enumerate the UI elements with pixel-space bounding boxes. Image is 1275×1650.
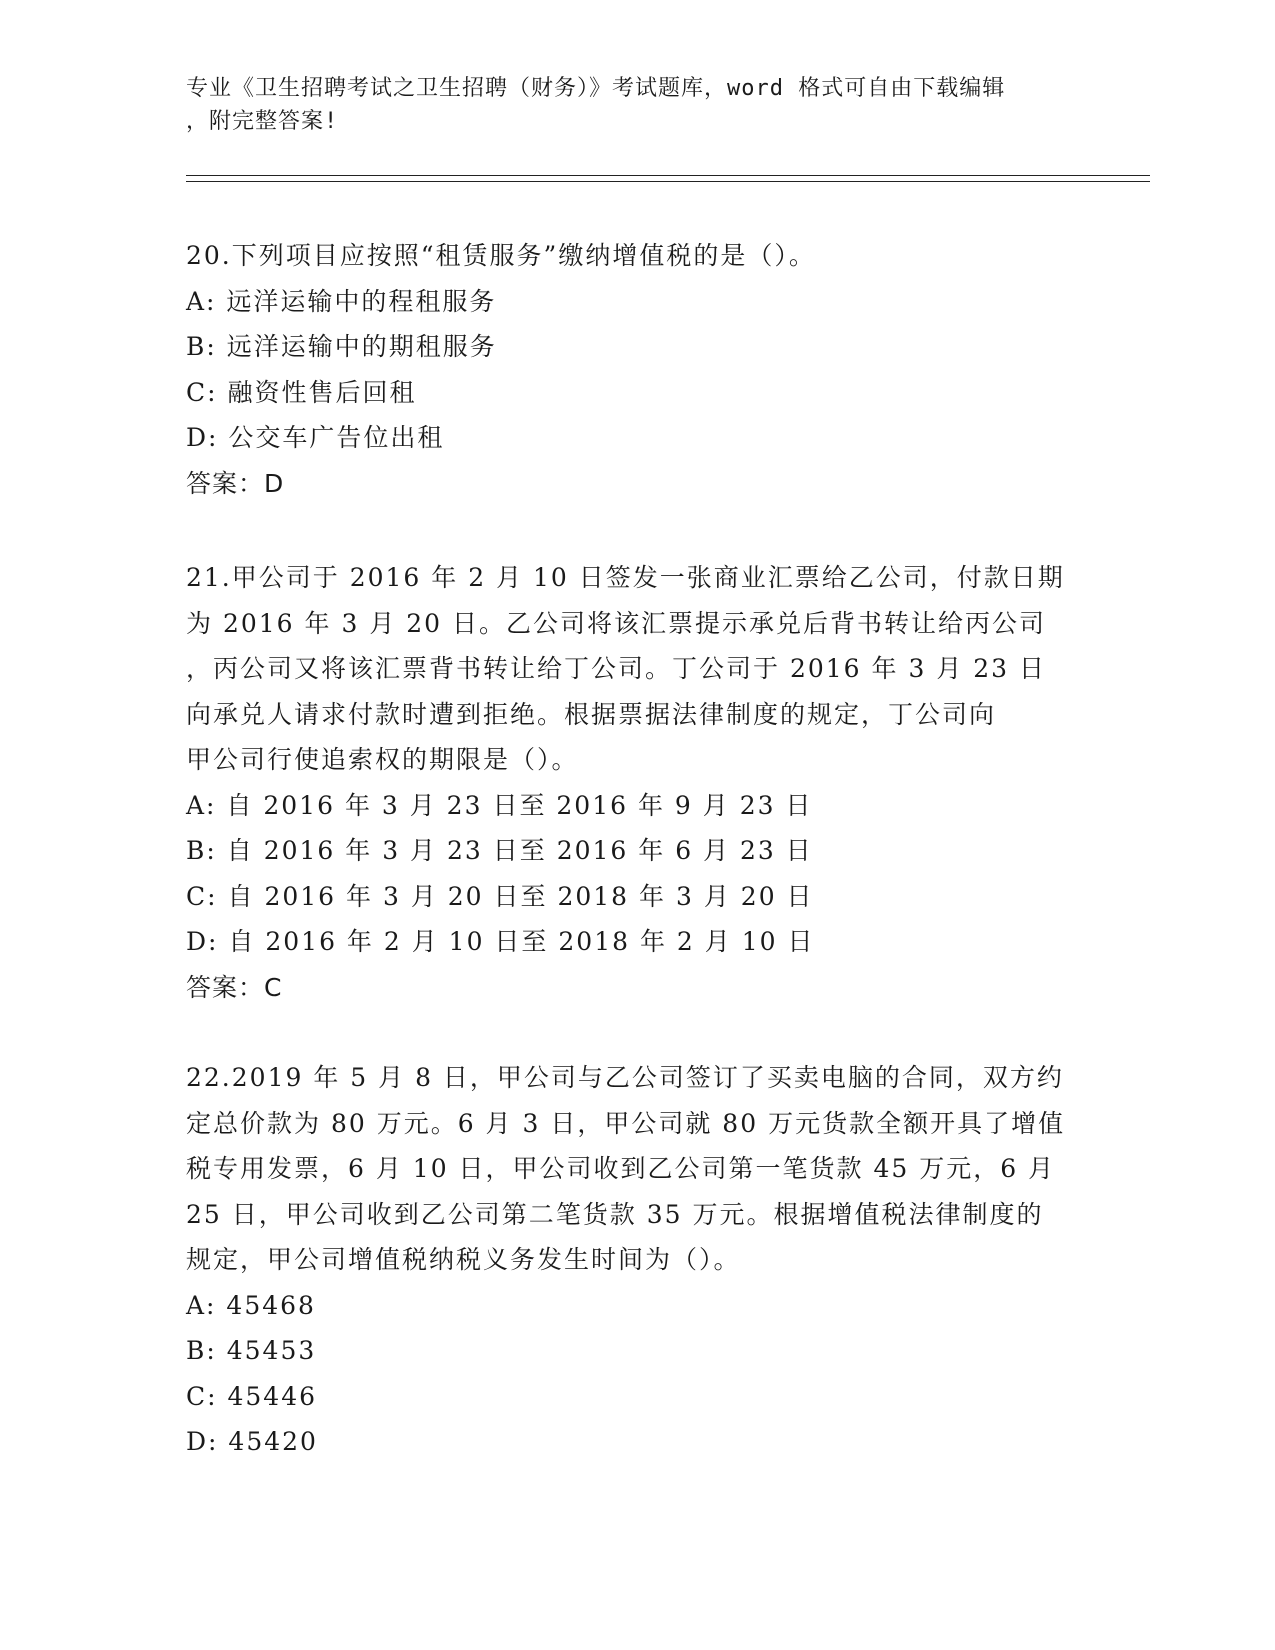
header-divider-top bbox=[186, 175, 1150, 176]
question-stem-line: 定总价款为 80 万元。6 月 3 日，甲公司就 80 万元货款全额开具了增值 bbox=[186, 1108, 1066, 1138]
option-b: B: 远洋运输中的期租服务 bbox=[186, 332, 497, 361]
header-line-1: 专业《卫生招聘考试之卫生招聘（财务）》考试题库，word 格式可自由下载编辑 bbox=[186, 76, 1006, 101]
question-stem-line: 向承兑人请求付款时遭到拒绝。根据票据法律制度的规定，丁公司向 bbox=[186, 699, 997, 729]
option-a: A: 45468 bbox=[186, 1290, 316, 1320]
answer-label: 答案：C bbox=[186, 972, 283, 1002]
option-a: A: 自 2016 年 3 月 23 日至 2016 年 9 月 23 日 bbox=[186, 790, 813, 820]
option-b: B: 自 2016 年 3 月 23 日至 2016 年 6 月 23 日 bbox=[186, 836, 813, 865]
question-stem-line: ，丙公司又将该汇票背书转让给丁公司。丁公司于 2016 年 3 月 23 日 bbox=[186, 654, 1047, 683]
header-divider-bottom bbox=[186, 181, 1150, 182]
option-d: D: 公交车广告位出租 bbox=[186, 423, 445, 452]
question-22 bbox=[186, 1055, 1086, 1465]
option-c: C: 融资性售后回租 bbox=[186, 377, 417, 407]
document-header bbox=[186, 72, 1086, 138]
question-stem-line: 20.下列项目应按照“租赁服务”缴纳增值税的是（）。 bbox=[186, 241, 816, 270]
option-b: B: 45453 bbox=[186, 1336, 317, 1365]
answer-label: 答案：D bbox=[186, 468, 285, 498]
option-c: C: 45446 bbox=[186, 1381, 318, 1411]
option-d: D: 自 2016 年 2 月 10 日至 2018 年 2 月 10 日 bbox=[186, 927, 815, 956]
question-stem-line: 为 2016 年 3 月 20 日。乙公司将该汇票提示承兑后背书转让给丙公司 bbox=[186, 608, 1047, 638]
question-stem-line: 22.2019 年 5 月 8 日，甲公司与乙公司签订了买卖电脑的合同，双方约 bbox=[186, 1063, 1064, 1092]
question-stem-line: 25 日，甲公司收到乙公司第二笔货款 35 万元。根据增值税法律制度的 bbox=[186, 1199, 1044, 1229]
question-stem-line: 税专用发票，6 月 10 日，甲公司收到乙公司第一笔货款 45 万元，6 月 bbox=[186, 1154, 1056, 1183]
question-20 bbox=[186, 233, 1086, 506]
question-stem-line: 甲公司行使追索权的期限是（）。 bbox=[186, 745, 579, 774]
option-d: D: 45420 bbox=[186, 1427, 318, 1456]
option-c: C: 自 2016 年 3 月 20 日至 2018 年 3 月 20 日 bbox=[186, 881, 814, 911]
option-a: A: 远洋运输中的程租服务 bbox=[186, 286, 497, 316]
question-stem-line: 21.甲公司于 2016 年 2 月 10 日签发一张商业汇票给乙公司，付款日期 bbox=[186, 563, 1065, 592]
header-line-2: ，附完整答案! bbox=[186, 109, 339, 134]
question-stem-line: 规定，甲公司增值税纳税义务发生时间为（）。 bbox=[186, 1245, 741, 1274]
question-21 bbox=[186, 555, 1086, 1010]
